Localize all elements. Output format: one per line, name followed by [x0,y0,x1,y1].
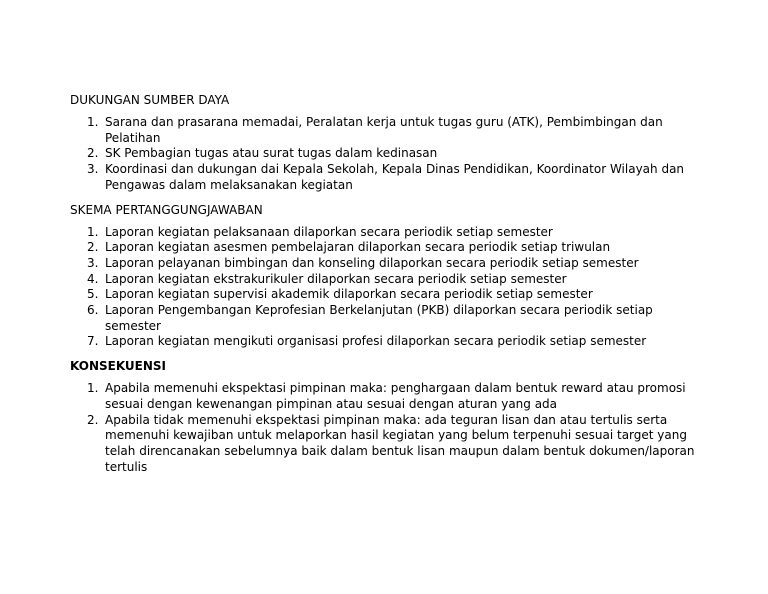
list-item-text: Apabila tidak memenuhi ekspektasi pimpinan maka: ada teguran lisan dan atau tertulis serta memenuhi kewajiban untuk melaporkan hasil kegiatan yang belum terpenuhi sesuai target yang telah direncanakan sebelumnya baik dalam bentuk lisan maupun dalam bentuk dokumen/laporan tertulis [105,412,695,474]
list-item [70,287,710,303]
section-title-skema: SKEMA PERTANGGUNGJAWABAN [70,202,263,217]
list-number: 2. [87,412,99,427]
list-item-text: Laporan kegiatan ekstrakurikuler dilaporkan secara periodik setiap semester [105,271,567,286]
list-item-text: Sarana dan prasarana memadai, Peralatan kerja untuk tugas guru (ATK), Pembimbingan dan Pelatihan [105,115,663,145]
list-number: 3. [87,255,99,270]
list-number: 3. [87,162,99,177]
list-number: 1. [87,115,99,129]
list-item-text: Apabila memenuhi ekspektasi pimpinan maka: penghargaan dalam bentuk reward atau promosi sesuai dengan kewenangan pimpinan atau sesuai dengan aturan yang ada [105,381,686,411]
list-item-text: Laporan pelayanan bimbingan dan konseling dilaporkan secara periodik setiap semester [105,255,639,270]
list-number: 1. [87,381,99,396]
list-dukungan [70,115,710,194]
list-number: 2. [87,240,99,255]
list-item-text: Laporan kegiatan asesmen pembelajaran dilaporkan secara periodik setiap triwulan [105,240,611,255]
list-konsekuensi [70,381,710,475]
list-item [70,303,710,334]
list-item [70,225,710,241]
section-title-dukungan: DUKUNGAN SUMBER DAYA [70,93,230,107]
list-item [70,256,710,272]
document-page [70,92,710,475]
list-item-text: Laporan Pengembangan Keprofesian Berkelanjutan (PKB) dilaporkan secara periodik setiap semester [105,303,653,333]
list-skema [70,225,710,351]
list-number: 6. [87,303,99,318]
list-number: 4. [87,271,99,286]
list-item-text: SK Pembagian tugas atau surat tugas dalam kedinasan [105,146,438,161]
list-item [70,146,710,162]
list-number: 5. [87,287,99,302]
list-item [70,115,710,146]
section-title-konsekuensi: KONSEKUENSI [70,359,167,374]
list-item [70,413,710,476]
list-item-text: Laporan kegiatan pelaksanaan dilaporkan secara periodik setiap semester [105,224,553,239]
list-item [70,334,710,350]
list-number: 7. [87,334,99,349]
list-number: 2. [87,146,99,161]
list-item [70,272,710,288]
list-item [70,162,710,193]
list-item [70,381,710,412]
list-item-text: Laporan kegiatan supervisi akademik dilaporkan secara periodik setiap semester [105,287,593,302]
list-item-text: Koordinasi dan dukungan dai Kepala Sekolah, Kepala Dinas Pendidikan, Koordinator Wilayah dan Pengawas dalam melaksanakan kegiatan [105,162,685,192]
list-item-text: Laporan kegiatan mengikuti organisasi profesi dilaporkan secara periodik setiap semester [105,334,647,349]
list-item [70,240,710,256]
list-number: 1. [87,224,99,239]
